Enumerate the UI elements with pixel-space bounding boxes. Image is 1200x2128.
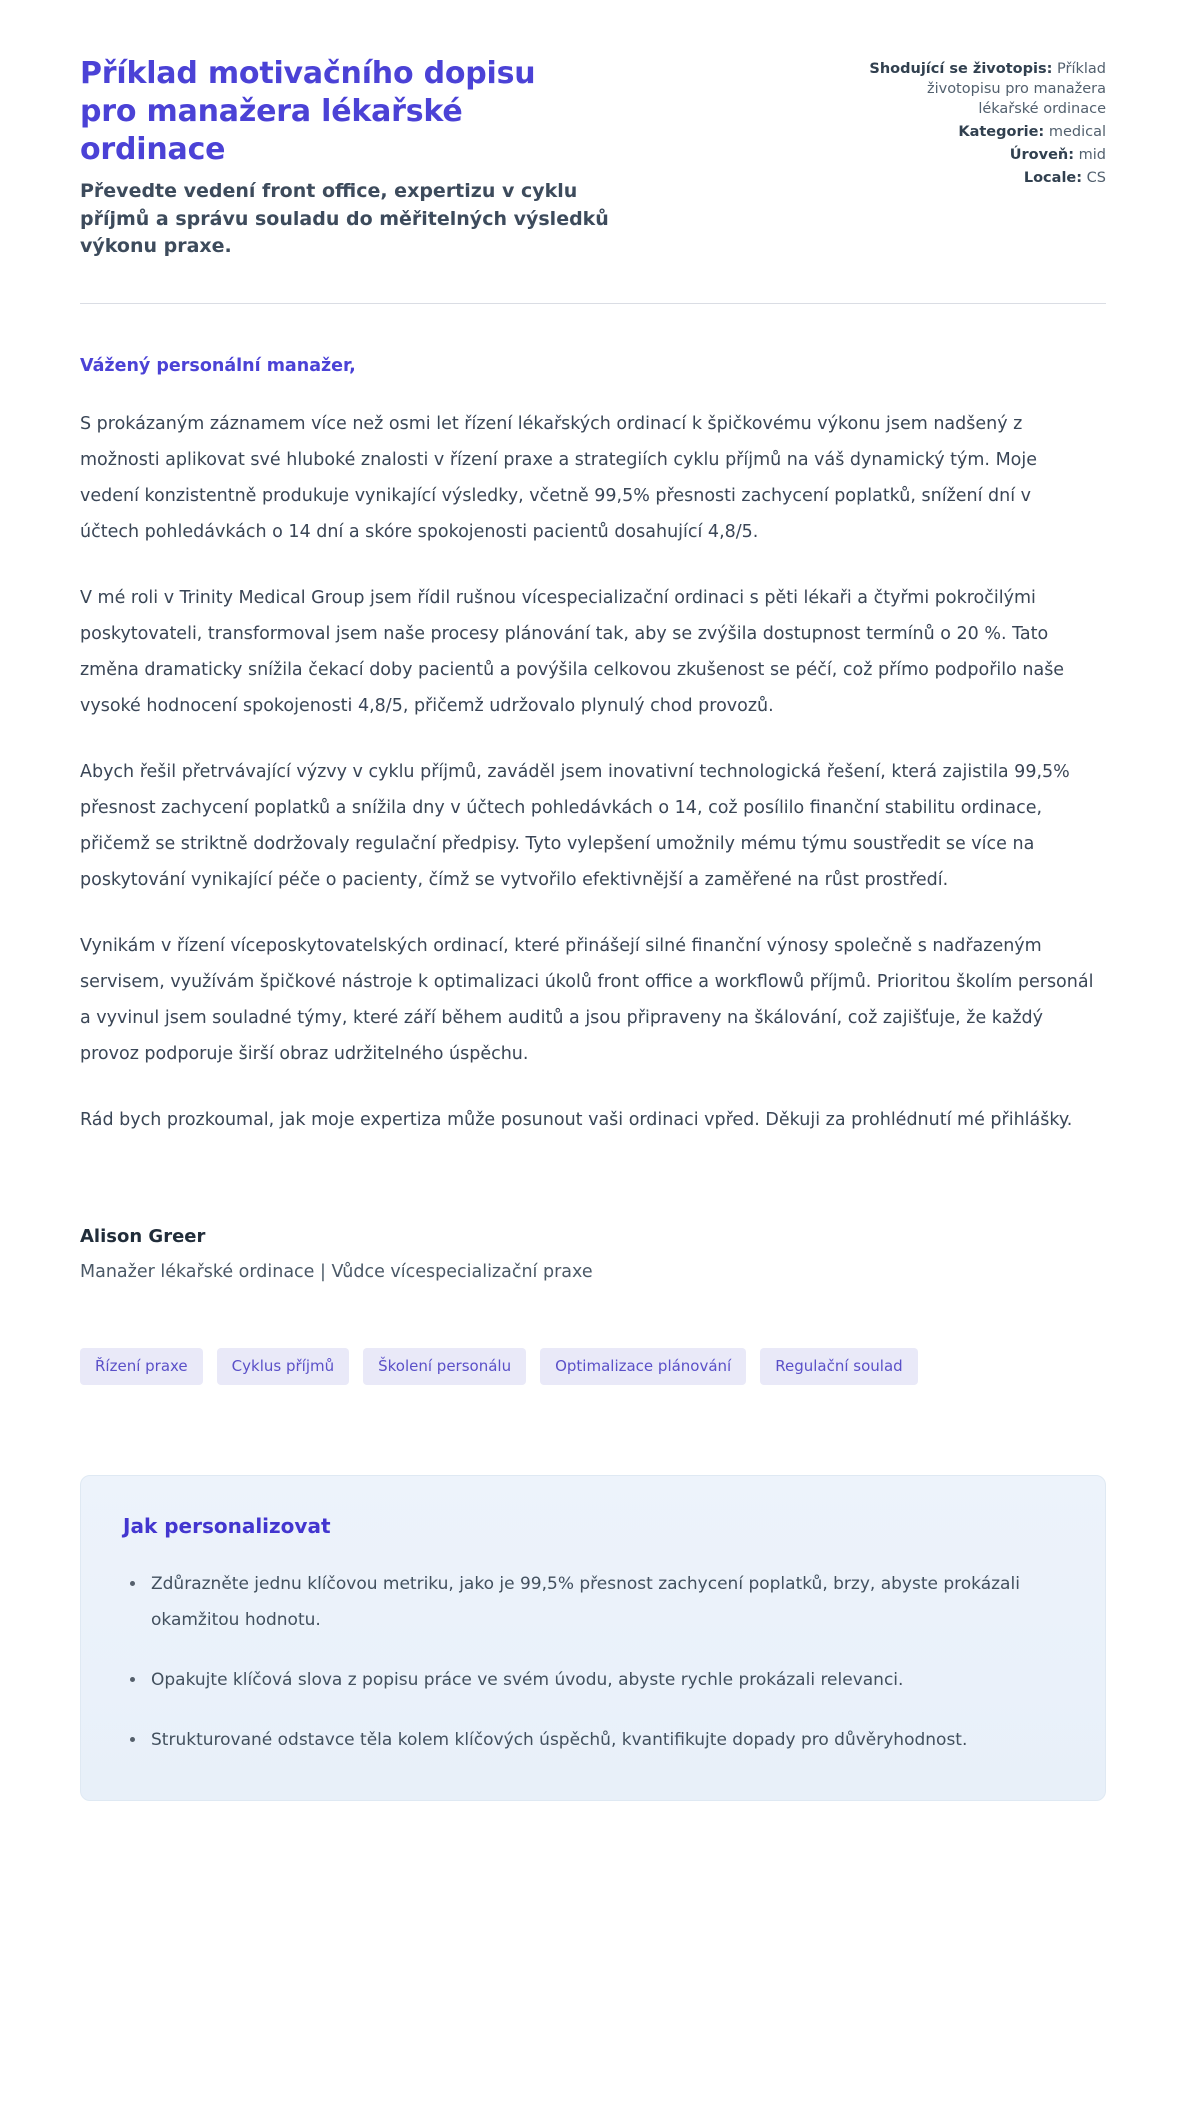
meta-item-matching-resume <box>866 59 1106 119</box>
tag-chip-regulatory-compliance[interactable]: Regulační soulad <box>760 1348 917 1385</box>
meta-value: CS <box>1086 170 1106 186</box>
meta-value: Příklad životopisu pro manažera lékařské ordinace <box>926 61 1106 117</box>
tag-list <box>80 1348 1106 1385</box>
personalization-tips-box <box>80 1475 1106 1801</box>
meta-block <box>866 55 1106 191</box>
tip-item: • Strukturované odstavce těla kolem klíčových úspěchů, kvantifikujte dopady pro důvěryhodnost. <box>147 1722 1063 1758</box>
tip-item: • Zdůrazněte jednu klíčovou metriku, jako je 99,5% přesnost zachycení poplatků, brzy, abyste prokázali okamžitou hodnotu. <box>147 1566 1063 1638</box>
letter-paragraph: Rád bych prozkoumal, jak moje expertiza může posunout vaši ordinaci vpřed. Děkuji za prohlédnutí mé přihlášky. <box>80 1110 1073 1131</box>
letter-paragraph: V mé roli v Trinity Medical Group jsem řídil rušnou vícespecializační ordinaci s pěti lékaři a čtyřmi pokročilými poskytovateli, transformoval jsem naše procesy plánování tak, aby se zvýšila dostupnost termínů o 20 %. Tato změna dramaticky snížila čekací doby pacientů a povýšila celkovou zkušenost se péčí, což přímo podpořilo naše vysoké hodnocení spokojenosti 4,8/5, přičemž udržovalo plynulý chod provozů. <box>80 588 1065 717</box>
tip-item: • Opakujte klíčová slova z popisu práce ve svém úvodu, abyste rychle prokázali relevanci. <box>147 1662 1063 1698</box>
meta-item-locale <box>866 168 1106 188</box>
letter-paragraph: S prokázaným záznamem více než osmi let řízení lékařských ordinací k špičkovému výkonu jsem nadšený z možnosti aplikovat své hluboké znalosti v řízení praxe a strategiích cyklu příjmů na váš dynamický tým. Moje vedení konzistentně produkuje vynikající výsledky, včetně 99,5% přesnosti zachycení poplatků, snížení dní v účtech pohledávkách o 14 dní a skóre spokojenosti pacientů dosahující 4,8/5. <box>80 414 1037 543</box>
signature-name: Alison Greer <box>80 1226 206 1248</box>
page-subtitle: Převedte vedení front office, expertizu v cyklu příjmů a správu souladu do měřitelných výsledků výkonu praxe. <box>80 180 609 258</box>
letter-greeting: Vážený personální manažer, <box>80 356 356 377</box>
letter-body <box>80 356 1106 1282</box>
meta-label: Kategorie: <box>958 124 1045 140</box>
meta-item-level <box>866 145 1106 165</box>
tips-heading: Jak personalizovat <box>123 1514 331 1539</box>
meta-value: medical <box>1048 124 1106 140</box>
meta-label: Locale: <box>1023 170 1083 186</box>
page-title: Příklad motivačního dopisu pro manažera lékařské ordinace <box>80 56 536 167</box>
tag-chip-revenue-cycle[interactable]: Cyklus příjmů <box>217 1348 349 1385</box>
tag-chip-practice-management[interactable]: Řízení praxe <box>80 1348 203 1385</box>
meta-label: Shodující se životopis: <box>869 61 1053 77</box>
header-divider <box>80 303 1106 304</box>
meta-label: Úroveň: <box>1009 147 1075 163</box>
meta-value: mid <box>1078 147 1106 163</box>
tag-chip-scheduling-optimization[interactable]: Optimalizace plánování <box>540 1348 746 1385</box>
letter-paragraph: Abych řešil přetrvávající výzvy v cyklu příjmů, zaváděl jsem inovativní technologická řešení, která zajistila 99,5% přesnost zachycení poplatků a snížila dny v účtech pohledávkách o 14, což posílilo finanční stabilitu ordinace, přičemž se striktně dodržovaly regulační předpisy. Tyto vylepšení umožnily mému týmu soustředit se více na poskytování vynikající péče o pacienty, čímž se vytvořilo efektivnější a zaměřené na růst prostředí. <box>80 762 1070 891</box>
tag-chip-staff-training[interactable]: Školení personálu <box>363 1348 526 1385</box>
header-title-block <box>80 55 615 261</box>
letter-paragraph: Vynikám v řízení víceposkytovatelských ordinací, které přinášejí silné finanční výnosy společně s nadřazeným servisem, využívám špičkové nástroje k optimalizaci úkolů front office a workflowů příjmů. Prioritou školím personál a vyvinul jsem souladné týmy, které září během auditů a jsou připraveny na škálování, což zajišťuje, že každý provoz podporuje širší obraz udržitelného úspěchu. <box>80 936 1094 1065</box>
page-header <box>80 55 1106 261</box>
tips-list <box>123 1566 1063 1758</box>
meta-item-category <box>866 122 1106 142</box>
signature-title: Manažer lékařské ordinace | Vůdce vícespecializační praxe <box>80 1262 593 1283</box>
